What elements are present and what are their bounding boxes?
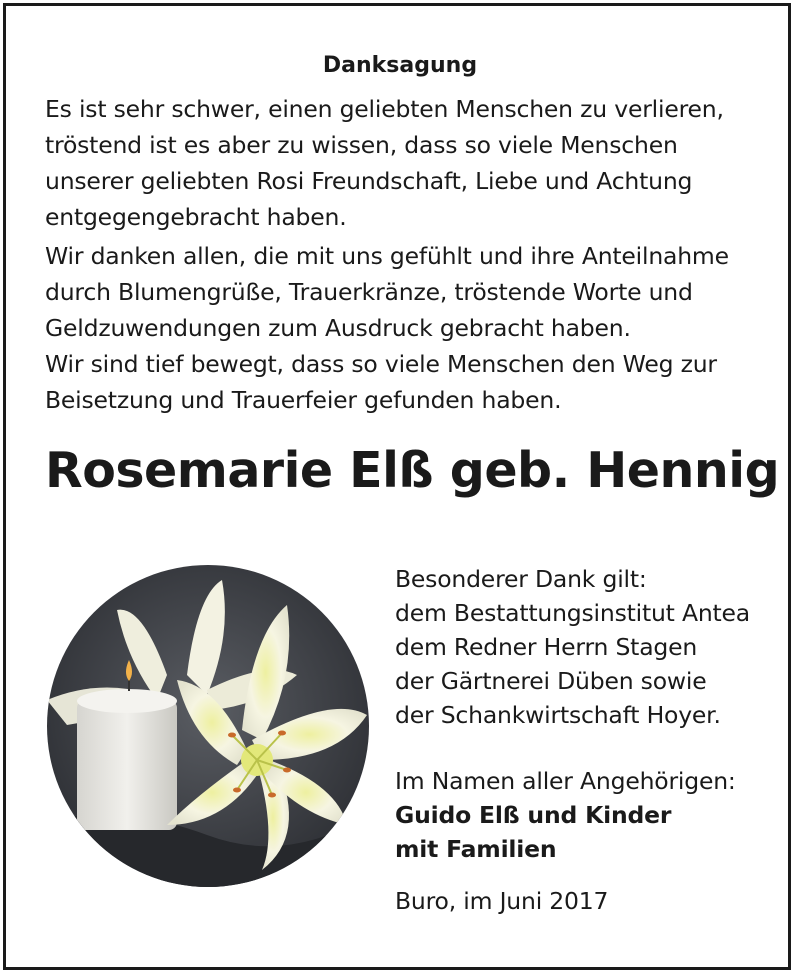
text-line: Es ist sehr schwer, einen geliebten Menschen zu verlieren, [45, 95, 724, 123]
text-line: entgegengebracht haben. [45, 203, 347, 231]
special-thanks-heading: Besonderer Dank gilt: [395, 565, 647, 593]
text-line: Wir sind tief bewegt, dass so viele Menschen den Weg zur [45, 350, 717, 378]
text-line: Wir danken allen, die mit uns gefühlt und ihre Anteilnahme [45, 242, 729, 270]
special-thanks-list [395, 562, 795, 732]
text-line: tröstend ist es aber zu wissen, dass so viele Menschen [45, 131, 678, 159]
signature-names: mit Familien [395, 835, 557, 863]
place-date: Buro, im Juni 2017 [395, 887, 609, 915]
list-item: der Gärtnerei Düben sowie [395, 667, 707, 695]
lily-candle-photo [47, 565, 369, 887]
text-line: Beisetzung und Trauerfeier gefunden haben. [45, 386, 562, 414]
deceased-name: Rosemarie Elß geb. Hennig [45, 442, 780, 499]
list-item: dem Redner Herrn Stagen [395, 633, 698, 661]
text-line: unserer geliebten Rosi Freundschaft, Liebe und Achtung [45, 167, 693, 195]
family-signature [395, 764, 795, 866]
notice-heading: Danksagung [322, 53, 478, 78]
lily-candle-icon [47, 565, 369, 887]
list-item: dem Bestattungsinstitut Antea [395, 599, 750, 627]
thanks-paragraph-2 [45, 238, 765, 418]
text-line: Geldzuwendungen zum Ausdruck gebracht haben. [45, 314, 631, 342]
thanks-paragraph-1 [45, 91, 765, 235]
signature-names: Guido Elß und Kinder [395, 801, 672, 829]
list-item: der Schankwirtschaft Hoyer. [395, 701, 721, 729]
text-line: durch Blumengrüße, Trauerkränze, tröstende Worte und [45, 278, 693, 306]
signature-intro: Im Namen aller Angehörigen: [395, 767, 736, 795]
